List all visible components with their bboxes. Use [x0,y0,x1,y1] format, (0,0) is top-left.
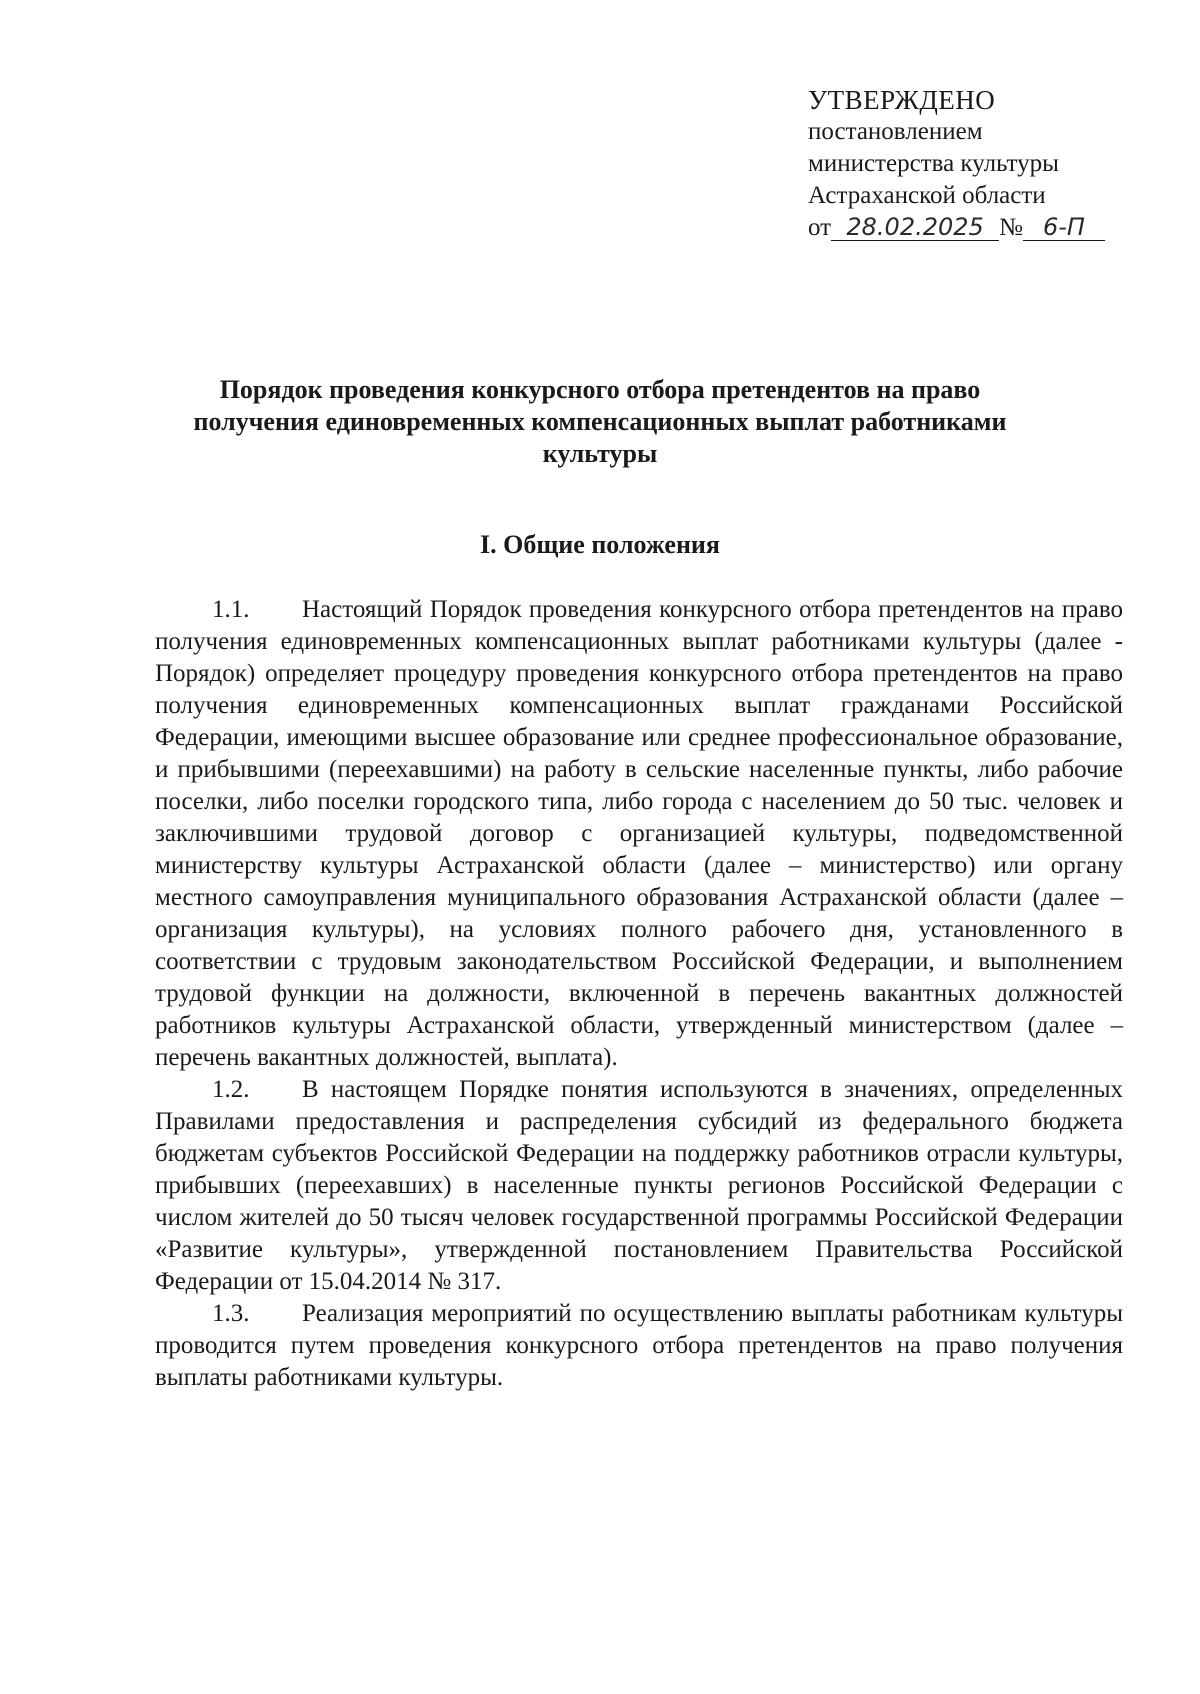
approval-line-decree: постановлением [808,118,983,145]
paragraph-text: В настоящем Порядке понятия используются в значениях, определенных Правилами предоставления и распределения субсидий из федерального бюджета бюджетам субъектов Российской Федерации на поддержку работников отрасли культуры, прибывших (переехавших) в населенные пункты регионов Российской Федерации с числом жителей до 50 тысяч человек государственной программы Российской Федерации «Развитие культуры», утвержденной постановлением Правительства Российской Федерации от 15.04.2014 № 317. [155,1076,1123,1295]
document-title-line-2: получения единовременных компенсационных выплат работниками [193,407,1007,436]
approval-block [808,84,1138,244]
approval-from-label: от [808,214,832,241]
paragraph-1-3 [155,1298,1123,1394]
approval-number-label: № [999,214,1023,241]
approval-line-ministry: министерства культуры [808,150,1059,177]
paragraph-text: Настоящий Порядок проведения конкурсного отбора претендентов на право получения единовременных компенсационных выплат работниками культуры (далее - Порядок) определяет процедуру проведения конкурсного отбора претендентов на право получения единовременных компенсационных выплат гражданами Российской Федерации, имеющими высшее образование или среднее профессиональное образование, и прибывшими (переехавшими) на работу в сельские населенные пункты, либо рабочие поселки, либо поселки городского типа, либо города с населением до 50 тыс. человек и заключившими трудовой договор с организацией культуры, подведомственной министерству культуры Астраханской области (далее – министерство) или органу местного самоуправления муниципального образования Астраханской области (далее – организация культуры), на условиях полного рабочего дня, установленного в соответствии с трудовым законодательством Российской Федерации, и выполнением трудовой функции на должности, включенной в перечень вакантных должностей работников культуры Астраханской области, утвержденный министерством (далее – перечень вакантных должностей, выплата). [155,596,1123,1071]
document-title-line-1: Порядок проведения конкурсного отбора претендентов на право [219,375,981,404]
paragraph-number: 1.1. [212,596,250,623]
approval-line-region: Астраханской области [808,182,1046,209]
section-heading: I. Общие положения [480,530,720,559]
paragraph-1-1 [155,594,1123,1074]
document-body [155,594,1123,1394]
paragraph-1-2 [155,1074,1123,1298]
approval-heading: УТВЕРЖДЕНО [808,85,996,115]
approval-date-handwritten: 28.02.2025 [831,214,999,241]
document-title [150,374,1050,470]
approval-date-number-line [808,212,1138,244]
paragraph-number: 1.3. [212,1300,250,1327]
paragraph-text: Реализация мероприятий по осуществлению выплаты работникам культуры проводится путем проведения конкурсного отбора претендентов на право получения выплаты работниками культуры. [155,1300,1123,1391]
paragraph-number: 1.2. [212,1076,250,1103]
document-title-line-3: культуры [542,439,658,468]
approval-number-handwritten: 6-П [1023,214,1105,241]
